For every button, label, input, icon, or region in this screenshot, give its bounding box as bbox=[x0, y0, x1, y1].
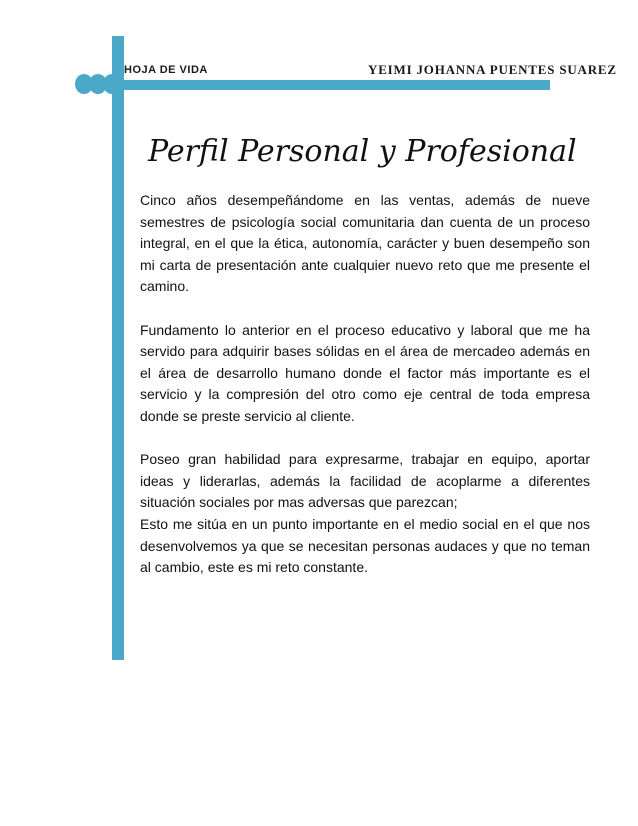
paragraph-skills: Poseo gran habilidad para expresarme, trabajar en equipo, aportar ideas y liderarlas, además la facilidad de acoplarme a diferentes situación sociales por mas adversas que parezcan; bbox=[140, 451, 590, 511]
paragraph-foundation: Fundamento lo anterior en el proceso educativo y laboral que me ha servido para adquirir bases sólidas en el área de mercadeo además en el área de desarrollo humano donde el factor más importante es el servicio y la compresión del otro como eje central de toda empresa donde se preste servicio al cliente. bbox=[140, 321, 590, 424]
horizontal-accent-bar bbox=[118, 80, 550, 90]
paragraph-experience: Cinco años desempeñándome en las ventas, además de nueve semestres de psicología social comunitaria dan cuenta de un proceso integral, en el que la ética, autonomía, carácter y buen desempeño son mi carta de presentación ante cualquier nuevo reto que me presente el camino. bbox=[140, 192, 590, 295]
header-document-type: HOJA DE VIDA bbox=[124, 64, 208, 76]
profile-body bbox=[140, 190, 590, 600]
vertical-accent-bar bbox=[112, 36, 124, 660]
paragraph-position: Esto me sitúa en un punto importante en el medio social en el que nos desenvolvemos ya que se necesitan personas audaces y que no teman al cambio, este es mi reto constante. bbox=[140, 515, 590, 576]
section-title: Perfil Personal y Profesional bbox=[148, 134, 577, 169]
header-person-name: YEIMI JOHANNA PUENTES SUAREZ bbox=[368, 62, 617, 77]
